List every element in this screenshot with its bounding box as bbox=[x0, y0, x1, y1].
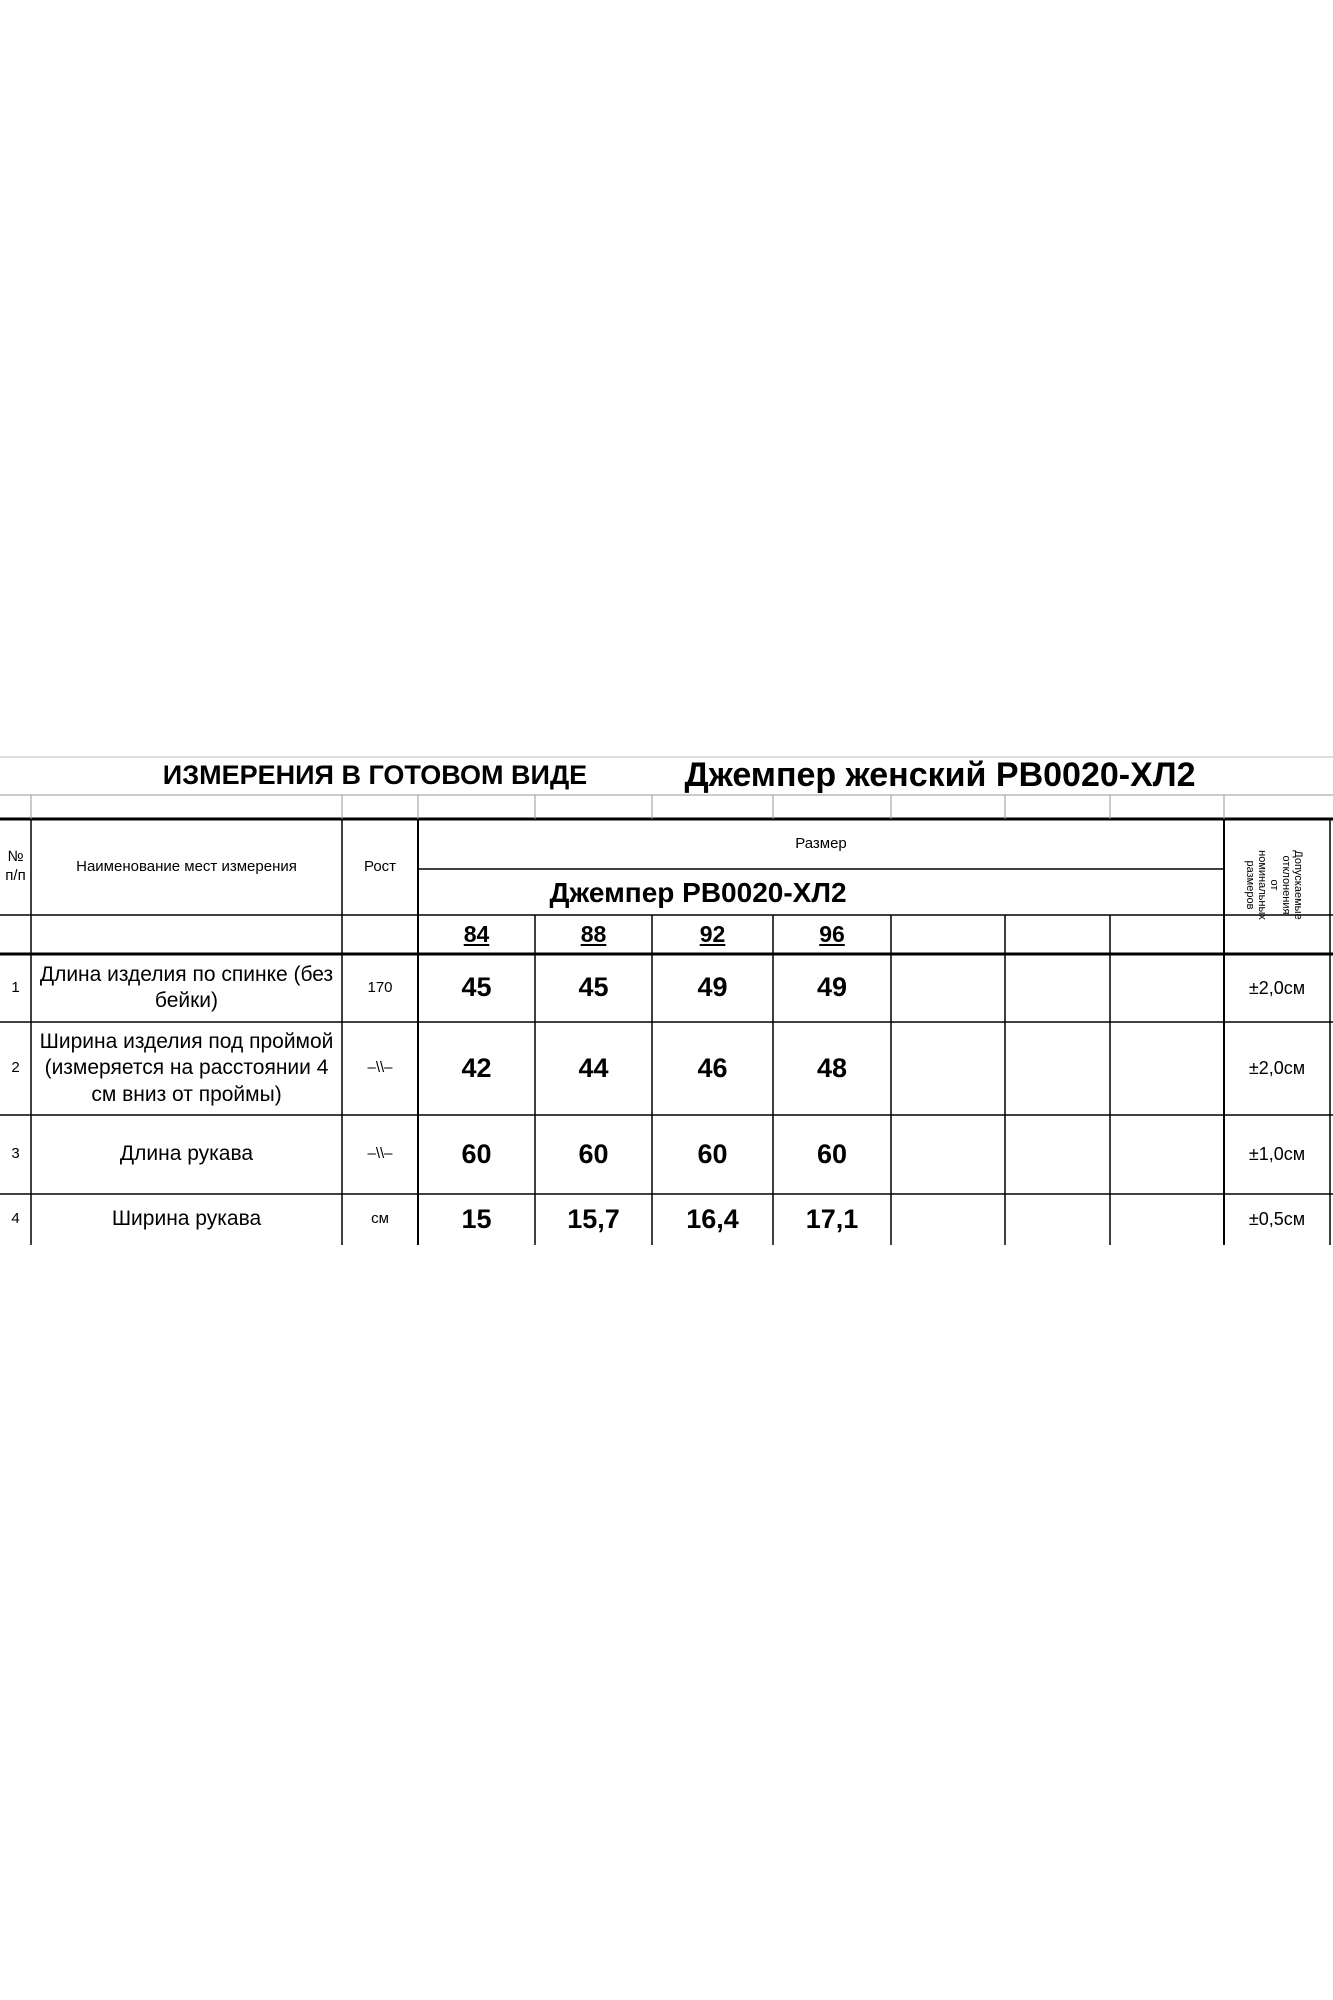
measurement-name: Ширина изделия под проймой (измеряется на расстоянии 4 см вниз от проймы) bbox=[39, 1030, 334, 1106]
size-value: 15 bbox=[461, 1203, 492, 1234]
size-value: 60 bbox=[816, 1138, 848, 1169]
size-value: 45 bbox=[578, 972, 609, 1003]
size-value: 44 bbox=[578, 1052, 609, 1083]
size-label: 96 bbox=[819, 921, 845, 948]
size-value: 15,7 bbox=[567, 1203, 620, 1234]
measurement-name: Длина изделия по спинке (без бейки) bbox=[39, 962, 334, 1012]
size-value: 42 bbox=[461, 1052, 492, 1083]
size-value: 17,1 bbox=[805, 1203, 859, 1234]
size-value: 60 bbox=[461, 1138, 492, 1169]
title-product: Джемпер женский РВ0020-ХЛ2 bbox=[684, 755, 1196, 794]
size-value: 48 bbox=[816, 1052, 848, 1083]
tolerance-value: ±1,0см bbox=[1248, 1144, 1306, 1165]
size-value: 49 bbox=[697, 972, 728, 1003]
height-value: см bbox=[371, 1210, 389, 1228]
size-value: 49 bbox=[816, 972, 848, 1003]
tolerance-value: ±0,5см bbox=[1248, 1209, 1306, 1230]
row-number: 3 bbox=[11, 1145, 20, 1163]
column-header-name: Наименование мест измерения bbox=[76, 857, 297, 875]
column-header-number: № п/п bbox=[5, 848, 26, 884]
size-value: 45 bbox=[461, 972, 492, 1003]
size-value: 60 bbox=[578, 1138, 609, 1169]
tolerance-value: ±2,0см bbox=[1248, 977, 1306, 998]
measurement-name: Длина рукава bbox=[119, 1142, 254, 1166]
height-value: –\\– bbox=[367, 1145, 393, 1163]
row-number: 4 bbox=[11, 1210, 20, 1228]
size-label: 88 bbox=[580, 921, 607, 948]
size-value: 16,4 bbox=[686, 1203, 739, 1234]
measurement-name: Ширина рукава bbox=[111, 1207, 262, 1231]
column-header-tolerance: Допускаемые отклонения от номинальных размеров bbox=[1244, 850, 1304, 920]
height-value: 170 bbox=[367, 978, 393, 996]
size-value: 60 bbox=[697, 1138, 728, 1169]
column-header-size: Размер bbox=[795, 834, 847, 852]
size-label: 84 bbox=[463, 921, 490, 948]
tolerance-value: ±2,0см bbox=[1248, 1058, 1306, 1079]
row-number: 1 bbox=[11, 978, 20, 996]
title-measurements: ИЗМЕРЕНИЯ В ГОТОВОМ ВИДЕ bbox=[162, 760, 588, 791]
size-value: 46 bbox=[697, 1052, 728, 1083]
size-label: 92 bbox=[699, 921, 726, 948]
model-name: Джемпер РВ0020-ХЛ2 bbox=[549, 876, 847, 908]
column-header-height: Рост bbox=[363, 857, 397, 875]
row-number: 2 bbox=[11, 1059, 20, 1077]
height-value: –\\– bbox=[367, 1059, 393, 1077]
